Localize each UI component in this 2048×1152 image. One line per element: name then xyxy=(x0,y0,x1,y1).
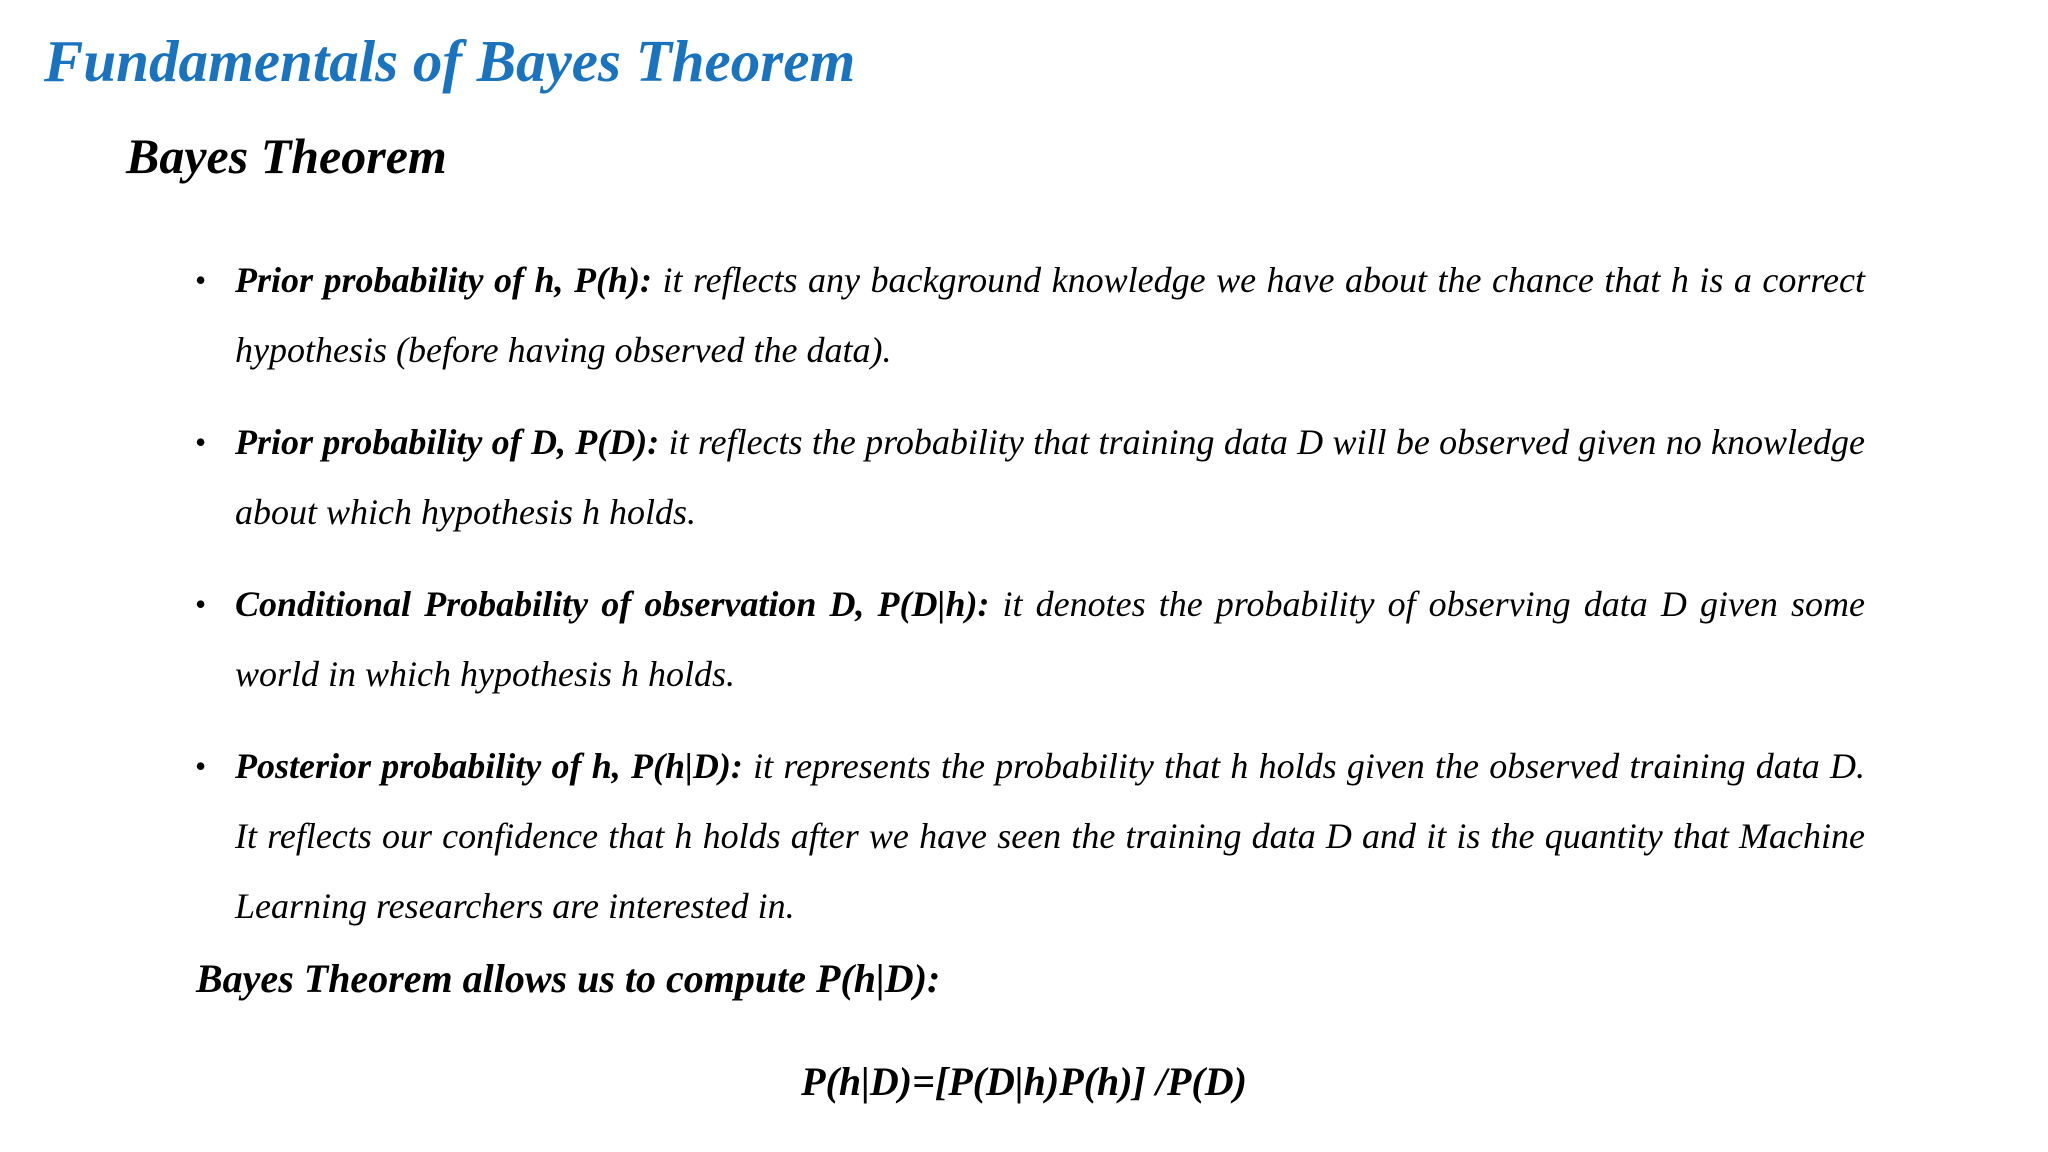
definition-conditional: it denotes the probability of observing data D given some world in which hypothesis h holds. xyxy=(235,584,1865,694)
list-item-prior-d xyxy=(195,407,1865,547)
section-heading: Bayes Theorem xyxy=(126,128,447,184)
bullet-icon: • xyxy=(195,748,207,784)
term-posterior: Posterior probability of h, P(h|D): xyxy=(235,746,743,786)
bayes-formula: P(h|D)=[P(D|h)P(h)] /P(D) xyxy=(801,1059,1247,1104)
bullet-icon: • xyxy=(195,586,207,622)
term-prior-h: Prior probability of h, P(h): xyxy=(235,260,652,300)
definition-prior-h: it reflects any background knowledge we have about the chance that h is a correct hypothesis (before having observed the data). xyxy=(235,260,1865,370)
list-item-posterior xyxy=(195,731,1865,941)
list-item-conditional xyxy=(195,569,1865,709)
bullet-icon: • xyxy=(195,424,207,460)
bullet-icon: • xyxy=(195,262,207,298)
list-item-prior-h xyxy=(195,245,1865,385)
slide-title: Fundamentals of Bayes Theorem xyxy=(44,28,856,94)
summary-statement: Bayes Theorem allows us to compute P(h|D): xyxy=(196,956,941,1001)
definition-prior-d: it reflects the probability that training data D will be observed given no knowledge about which hypothesis h holds. xyxy=(235,422,1865,532)
term-prior-d: Prior probability of D, P(D): xyxy=(235,422,660,462)
definition-list xyxy=(195,245,1865,963)
term-conditional: Conditional Probability of observation D, P(D|h): xyxy=(235,584,990,624)
definition-posterior: it represents the probability that h holds given the observed training data D. It reflects our confidence that h holds after we have seen the training data D and it is the quantity that Machine Learning researchers are interested in. xyxy=(235,746,1865,926)
